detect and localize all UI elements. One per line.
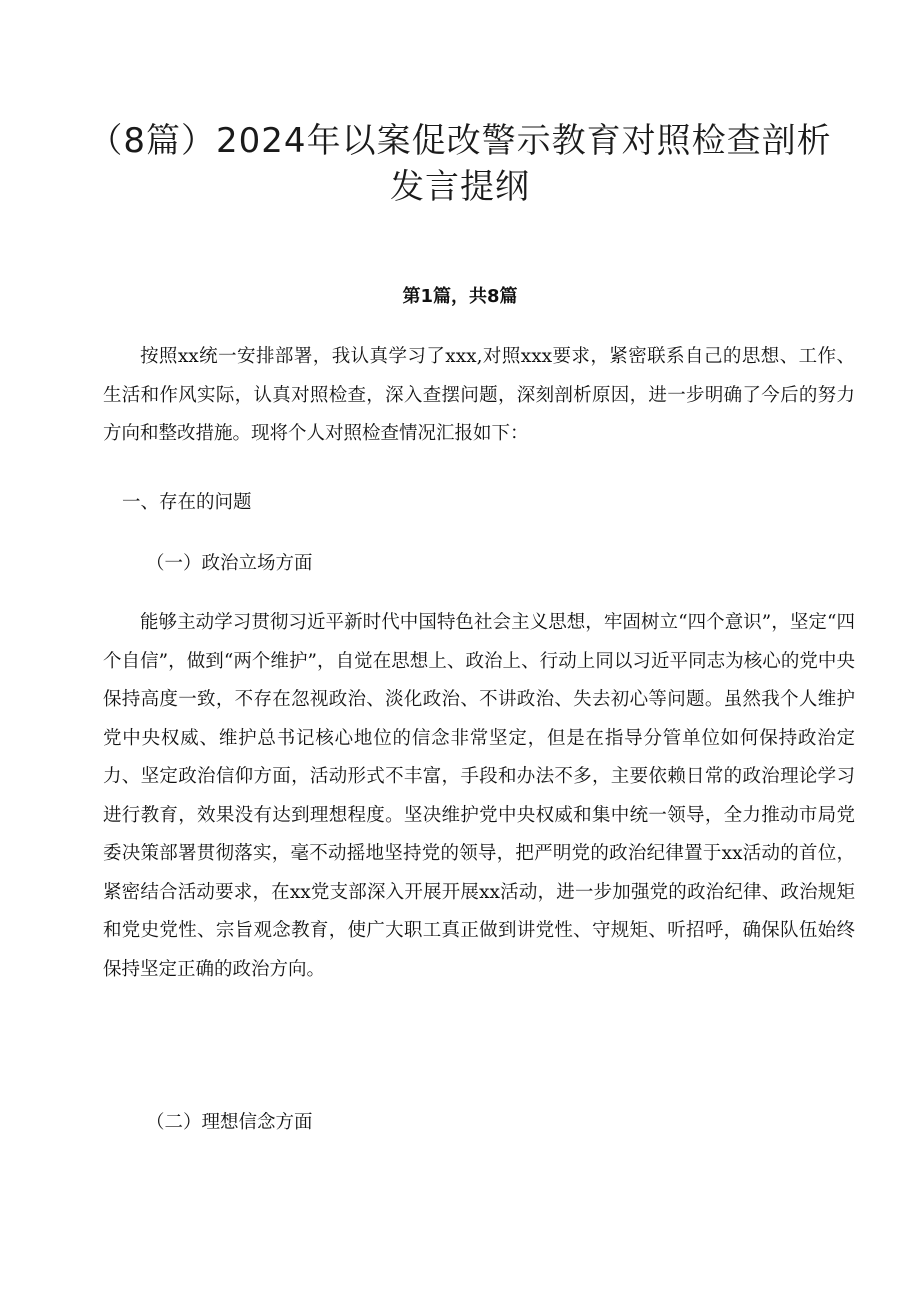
intro-paragraph: 按照xx统一安排部署，我认真学习了xxx,对照xxx要求，紧密联系自己的思想、工作、生活和作风实际，认真对照检查，深入查摆问题，深刻剖析原因，进一步明确了今后的努力方向和整改措施。现将个人对照检查情况汇报如下： — [103, 346, 855, 444]
subsection-heading-ideals: （二）理想信念方面 — [146, 1112, 313, 1133]
document-title: （8篇）2024年以案促改警示教育对照检查剖析发言提纲 — [88, 121, 832, 207]
subsection-heading-political: （一）政治立场方面 — [146, 553, 313, 574]
section-heading-problems: 一、存在的问题 — [122, 492, 252, 513]
political-stance-paragraph: 能够主动学习贯彻习近平新时代中国特色社会主义思想，牢固树立“四个意识”，坚定“四个自信”，做到“两个维护”，自觉在思想上、政治上、行动上同以习近平同志为核心的党中央保持高度一致，不存在忽视政治、淡化政治、不讲政治、失去初心等问题。虽然我个人维护党中央权威、维护总书记核心地位的信念非常坚定，但是在指导分管单位如何保持政治定力、坚定政治信仰方面，活动形式不丰富，手段和办法不多，主要依赖日常的政治理论学习进行教育，效果没有达到理想程度。坚决维护党中央权威和集中统一领导，全力推动市局党委决策部署贯彻落实，毫不动摇地坚持党的领导，把严明党的政治纪律置于xx活动的首位，紧密结合活动要求，在xx党支部深入开展开展xx活动，进一步加强党的政治纪律、政治规矩和党史党性、宗旨观念教育，使广大职工真正做到讲党性、守规矩、听招呼，确保队伍始终保持坚定正确的政治方向。 — [103, 612, 855, 980]
document-part-label: 第1篇，共8篇 — [402, 286, 518, 307]
